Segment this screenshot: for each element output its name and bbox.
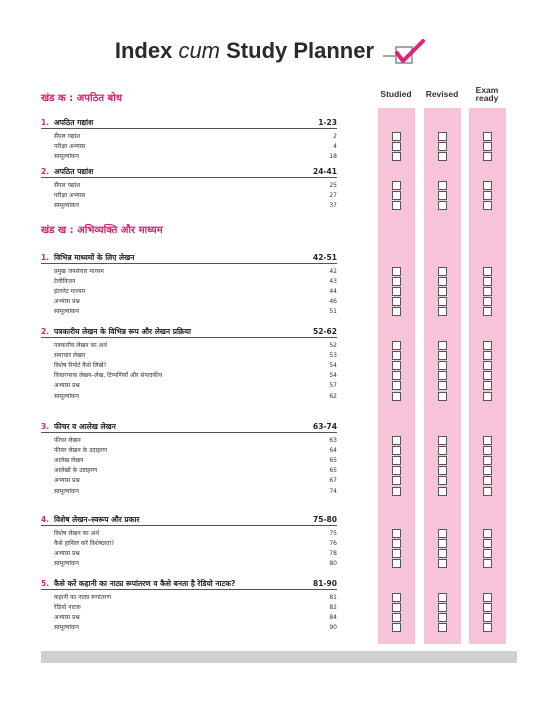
topic-title: कैसे हासिल करें विशेषज्ञता?: [54, 540, 115, 548]
revised-checkbox[interactable]: [438, 529, 447, 538]
topic-page: 64: [329, 447, 337, 455]
studied-checkbox[interactable]: [392, 381, 401, 390]
exam-ready-checkbox[interactable]: [483, 371, 492, 380]
revised-checkbox[interactable]: [438, 142, 447, 151]
topic-page: 18: [329, 153, 337, 161]
studied-checkbox[interactable]: [392, 267, 401, 276]
revised-checkbox[interactable]: [438, 446, 447, 455]
topic-title: अभ्यास प्रश्न: [54, 550, 80, 558]
exam-ready-checkbox[interactable]: [483, 436, 492, 445]
topic-page: 67: [329, 477, 337, 485]
topic-row: [54, 381, 337, 390]
studied-checkbox[interactable]: [392, 529, 401, 538]
exam-ready-checkbox[interactable]: [483, 613, 492, 622]
studied-checkbox[interactable]: [392, 603, 401, 612]
studied-checkbox[interactable]: [392, 297, 401, 306]
exam-ready-checkbox[interactable]: [483, 341, 492, 350]
topic-row: [54, 277, 337, 286]
topic-page: 90: [329, 624, 337, 632]
topic-page: 52: [329, 342, 337, 349]
revised-checkbox[interactable]: [438, 351, 447, 360]
revised-checkbox[interactable]: [438, 297, 447, 306]
topic-title: स्वमूल्यांकन: [54, 392, 79, 400]
chapter-number: 2.: [41, 327, 50, 336]
topic-page: 25: [329, 182, 337, 189]
topic-title: टेलीविजन: [54, 278, 76, 286]
topic-page: 46: [329, 298, 337, 306]
column-header-line2: ready: [475, 93, 499, 103]
exam-ready-checkbox[interactable]: [483, 593, 492, 602]
chapter-pages: 81-90: [313, 579, 337, 588]
revised-checkbox[interactable]: [438, 456, 447, 465]
topic-row: [54, 487, 337, 496]
exam-ready-checkbox[interactable]: [483, 351, 492, 360]
exam-ready-checkbox[interactable]: [483, 152, 492, 161]
studied-checkbox[interactable]: [392, 456, 401, 465]
topic-page: 63: [329, 437, 337, 444]
exam-ready-checkbox[interactable]: [483, 361, 492, 370]
topic-title: स्वमूल्यांकन: [54, 487, 79, 495]
topic-page: 37: [329, 202, 337, 210]
revised-checkbox[interactable]: [438, 132, 447, 141]
studied-checkbox[interactable]: [392, 549, 401, 558]
title-word-cum: cum: [178, 38, 220, 63]
page-title: [0, 38, 542, 69]
topic-row: [54, 476, 337, 485]
exam-ready-checkbox[interactable]: [483, 456, 492, 465]
column-header-line1: Revised: [425, 89, 459, 99]
topic-title: परीक्षा अभ्यास: [54, 143, 86, 151]
revised-checkbox[interactable]: [438, 341, 447, 350]
topic-row: [54, 623, 337, 632]
topic-row: [54, 132, 337, 141]
studied-checkbox[interactable]: [392, 613, 401, 622]
topic-page: 44: [329, 288, 337, 296]
topic-page: 57: [329, 382, 337, 390]
chapter-pages: 42-51: [313, 253, 337, 262]
topic-title: अभ्यास प्रश्न: [54, 298, 80, 306]
chapter-number: 2.: [41, 167, 50, 176]
studied-checkbox[interactable]: [392, 446, 401, 455]
topic-row: [54, 456, 337, 465]
topic-title: आलेख लेखन: [54, 457, 84, 465]
studied-checkbox[interactable]: [392, 341, 401, 350]
revised-checkbox[interactable]: [438, 392, 447, 401]
topic-title: रेडियो नाटक: [54, 604, 81, 612]
chapter-pages: 24-41: [313, 167, 337, 176]
chapter-row: [41, 252, 337, 264]
topic-title: प्रमुख जनसंचार माध्यम: [54, 268, 104, 275]
studied-checkbox[interactable]: [392, 476, 401, 485]
exam-ready-checkbox[interactable]: [483, 603, 492, 612]
topic-page: 42: [329, 268, 337, 275]
topic-title: विचारपरक लेखन–लेख, टिप्पणियाँ और संपादकीय: [54, 372, 163, 380]
topic-title: अभ्यास प्रश्न: [54, 614, 80, 622]
topic-title: स्वमूल्यांकन: [54, 153, 79, 161]
chapter-title: फीचर व आलेख लेखन: [54, 422, 116, 431]
revised-checkbox[interactable]: [438, 287, 447, 296]
footer-bar: [41, 651, 517, 663]
revised-checkbox[interactable]: [438, 436, 447, 445]
chapter-title: कैसे करें कहानी का नाट्य रूपांतरण व कैसे बनता है रेडियो नाटक?: [54, 579, 236, 588]
topic-page: 80: [329, 560, 337, 568]
chapter-title: पत्रकारीय लेखन के विभिन्न रूप और लेखन प्रक्रिया: [54, 327, 191, 336]
topic-title: इंटरनेट माध्यम: [54, 288, 86, 296]
exam-ready-checkbox[interactable]: [483, 381, 492, 390]
topic-row: [54, 613, 337, 622]
topic-title: समाचार लेखन: [54, 352, 86, 360]
topic-row: [54, 361, 337, 370]
exam-ready-checkbox[interactable]: [483, 287, 492, 296]
exam-ready-checkbox[interactable]: [483, 539, 492, 548]
revised-checkbox[interactable]: [438, 152, 447, 161]
studied-checkbox[interactable]: [392, 201, 401, 210]
revised-checkbox[interactable]: [438, 277, 447, 286]
topic-page: 65: [329, 467, 337, 475]
topic-page: 51: [329, 308, 337, 316]
topic-row: [54, 436, 337, 445]
studied-checkbox[interactable]: [392, 351, 401, 360]
exam-ready-checkbox[interactable]: [483, 623, 492, 632]
topic-row: [54, 191, 337, 200]
column-header-revised: [421, 90, 463, 98]
studied-checkbox[interactable]: [392, 277, 401, 286]
studied-checkbox[interactable]: [392, 436, 401, 445]
revised-checkbox[interactable]: [438, 191, 447, 200]
checkmark-icon: [383, 39, 427, 69]
section-heading: खंड क : अपठित बोध: [41, 93, 123, 104]
studied-checkbox[interactable]: [392, 559, 401, 568]
topic-title: स्वमूल्यांकन: [54, 202, 79, 210]
topic-title: कहानी का नाट्य रूपांतरण: [54, 594, 111, 601]
chapter-row: [41, 578, 337, 590]
revised-checkbox[interactable]: [438, 549, 447, 558]
exam-ready-checkbox[interactable]: [483, 191, 492, 200]
topic-row: [54, 297, 337, 306]
topic-title: विशेष रिपोर्ट कैसे लिखें?: [54, 362, 107, 370]
studied-checkbox[interactable]: [392, 191, 401, 200]
studied-checkbox[interactable]: [392, 142, 401, 151]
topic-row: [54, 142, 337, 151]
revised-checkbox[interactable]: [438, 267, 447, 276]
topic-row: [54, 267, 337, 276]
exam-ready-checkbox[interactable]: [483, 559, 492, 568]
exam-ready-checkbox[interactable]: [483, 181, 492, 190]
exam-ready-checkbox[interactable]: [483, 142, 492, 151]
exam-ready-checkbox[interactable]: [483, 529, 492, 538]
topic-row: [54, 466, 337, 475]
exam-ready-checkbox[interactable]: [483, 132, 492, 141]
chapter-row: [41, 514, 337, 526]
topic-title: सैंपल गद्यांश: [54, 133, 81, 140]
topic-page: 62: [329, 392, 337, 400]
topic-page: 53: [329, 352, 337, 360]
chapter-number: 3.: [41, 422, 50, 431]
revised-checkbox[interactable]: [438, 539, 447, 548]
chapter-number: 1.: [41, 253, 50, 262]
chapter-title: विशेष लेखन–स्वरूप और प्रकार: [54, 515, 140, 524]
topic-title: विशेष लेखन का अर्थ: [54, 530, 100, 537]
topic-title: अभ्यास प्रश्न: [54, 382, 80, 390]
revised-checkbox[interactable]: [438, 307, 447, 316]
topic-title: स्वमूल्यांकन: [54, 560, 79, 568]
title-word-study-planner: Study Planner: [226, 38, 375, 63]
revised-checkbox[interactable]: [438, 559, 447, 568]
studied-checkbox[interactable]: [392, 593, 401, 602]
exam-ready-checkbox[interactable]: [483, 307, 492, 316]
topic-row: [54, 559, 337, 568]
studied-checkbox[interactable]: [392, 287, 401, 296]
revised-checkbox[interactable]: [438, 487, 447, 496]
section-heading: खंड ख : अभिव्यक्ति और माध्यम: [41, 225, 163, 236]
studied-checkbox[interactable]: [392, 181, 401, 190]
topic-page: 75: [329, 530, 337, 537]
chapter-number: 1.: [41, 118, 50, 127]
topic-page: 84: [329, 614, 337, 622]
topic-row: [54, 446, 337, 455]
chapter-number: 4.: [41, 515, 50, 524]
topic-row: [54, 371, 337, 380]
topic-page: 54: [329, 372, 337, 380]
exam-ready-checkbox[interactable]: [483, 267, 492, 276]
column-header-line1: Studied: [380, 89, 412, 99]
chapter-row: [41, 117, 337, 129]
revised-checkbox[interactable]: [438, 603, 447, 612]
topic-row: [54, 307, 337, 316]
topic-title: स्वमूल्यांकन: [54, 308, 79, 316]
revised-checkbox[interactable]: [438, 181, 447, 190]
topic-title: आलेखों के उदाहरण: [54, 467, 98, 475]
studied-checkbox[interactable]: [392, 132, 401, 141]
topic-row: [54, 529, 337, 538]
exam-ready-checkbox[interactable]: [483, 446, 492, 455]
topic-row: [54, 181, 337, 190]
chapter-pages: 63-74: [313, 422, 337, 431]
topic-page: 54: [329, 362, 337, 370]
topic-title: परीक्षा अभ्यास: [54, 192, 86, 200]
revised-checkbox[interactable]: [438, 613, 447, 622]
topic-row: [54, 392, 337, 401]
chapter-title: विभिन्न माध्यमों के लिए लेखन: [54, 253, 135, 262]
chapter-number: 5.: [41, 579, 50, 588]
revised-checkbox[interactable]: [438, 361, 447, 370]
title-text: [115, 38, 374, 63]
revised-checkbox[interactable]: [438, 593, 447, 602]
column-header-exam-ready: [467, 86, 507, 102]
exam-ready-checkbox[interactable]: [483, 277, 492, 286]
chapter-title: अपठित गद्यांश: [54, 118, 94, 127]
topic-row: [54, 201, 337, 210]
topic-title: अभ्यास प्रश्न: [54, 477, 80, 485]
chapter-title: अपठित पद्यांश: [54, 167, 94, 176]
topic-page: 74: [329, 487, 337, 495]
chapter-pages: 75-80: [313, 515, 337, 524]
exam-ready-checkbox[interactable]: [483, 466, 492, 475]
studied-checkbox[interactable]: [392, 539, 401, 548]
topic-title: सैंपल पद्यांश: [54, 182, 81, 189]
topic-page: 78: [329, 550, 337, 558]
studied-checkbox[interactable]: [392, 466, 401, 475]
topic-page: 4: [333, 143, 337, 151]
studied-checkbox[interactable]: [392, 371, 401, 380]
chapter-row: [41, 421, 337, 433]
topic-row: [54, 287, 337, 296]
studied-checkbox[interactable]: [392, 307, 401, 316]
chapter-pages: 1-23: [318, 118, 337, 127]
column-header-studied: [375, 90, 417, 98]
topic-title: फीचर लेखन: [54, 437, 81, 444]
topic-page: 76: [329, 540, 337, 548]
topic-page: 65: [329, 457, 337, 465]
chapter-row: [41, 166, 337, 178]
chapter-pages: 52-62: [313, 327, 337, 336]
revised-checkbox[interactable]: [438, 466, 447, 475]
studied-checkbox[interactable]: [392, 392, 401, 401]
exam-ready-checkbox[interactable]: [483, 297, 492, 306]
revised-checkbox[interactable]: [438, 381, 447, 390]
topic-row: [54, 593, 337, 602]
topic-title: पत्रकारीय लेखन का अर्थ: [54, 342, 107, 349]
topic-row: [54, 351, 337, 360]
topic-page: 43: [329, 278, 337, 286]
topic-row: [54, 341, 337, 350]
topic-page: 2: [333, 133, 337, 140]
chapter-row: [41, 326, 337, 338]
exam-ready-checkbox[interactable]: [483, 487, 492, 496]
exam-ready-checkbox[interactable]: [483, 392, 492, 401]
exam-ready-checkbox[interactable]: [483, 549, 492, 558]
revised-checkbox[interactable]: [438, 201, 447, 210]
topic-page: 82: [329, 604, 337, 612]
exam-ready-checkbox[interactable]: [483, 476, 492, 485]
revised-checkbox[interactable]: [438, 623, 447, 632]
topic-row: [54, 549, 337, 558]
topic-page: 27: [329, 192, 337, 200]
studied-checkbox[interactable]: [392, 152, 401, 161]
title-word-index: Index: [114, 38, 173, 63]
topic-page: 81: [329, 594, 337, 601]
column-header-line1: Exam: [475, 85, 499, 95]
exam-ready-checkbox[interactable]: [483, 201, 492, 210]
revised-checkbox[interactable]: [438, 476, 447, 485]
studied-checkbox[interactable]: [392, 623, 401, 632]
topic-title: स्वमूल्यांकन: [54, 624, 79, 632]
studied-checkbox[interactable]: [392, 361, 401, 370]
topic-title: फीचर लेखन के उदाहरण: [54, 447, 108, 455]
topic-row: [54, 603, 337, 612]
topic-row: [54, 152, 337, 161]
studied-checkbox[interactable]: [392, 487, 401, 496]
revised-checkbox[interactable]: [438, 371, 447, 380]
topic-row: [54, 539, 337, 548]
